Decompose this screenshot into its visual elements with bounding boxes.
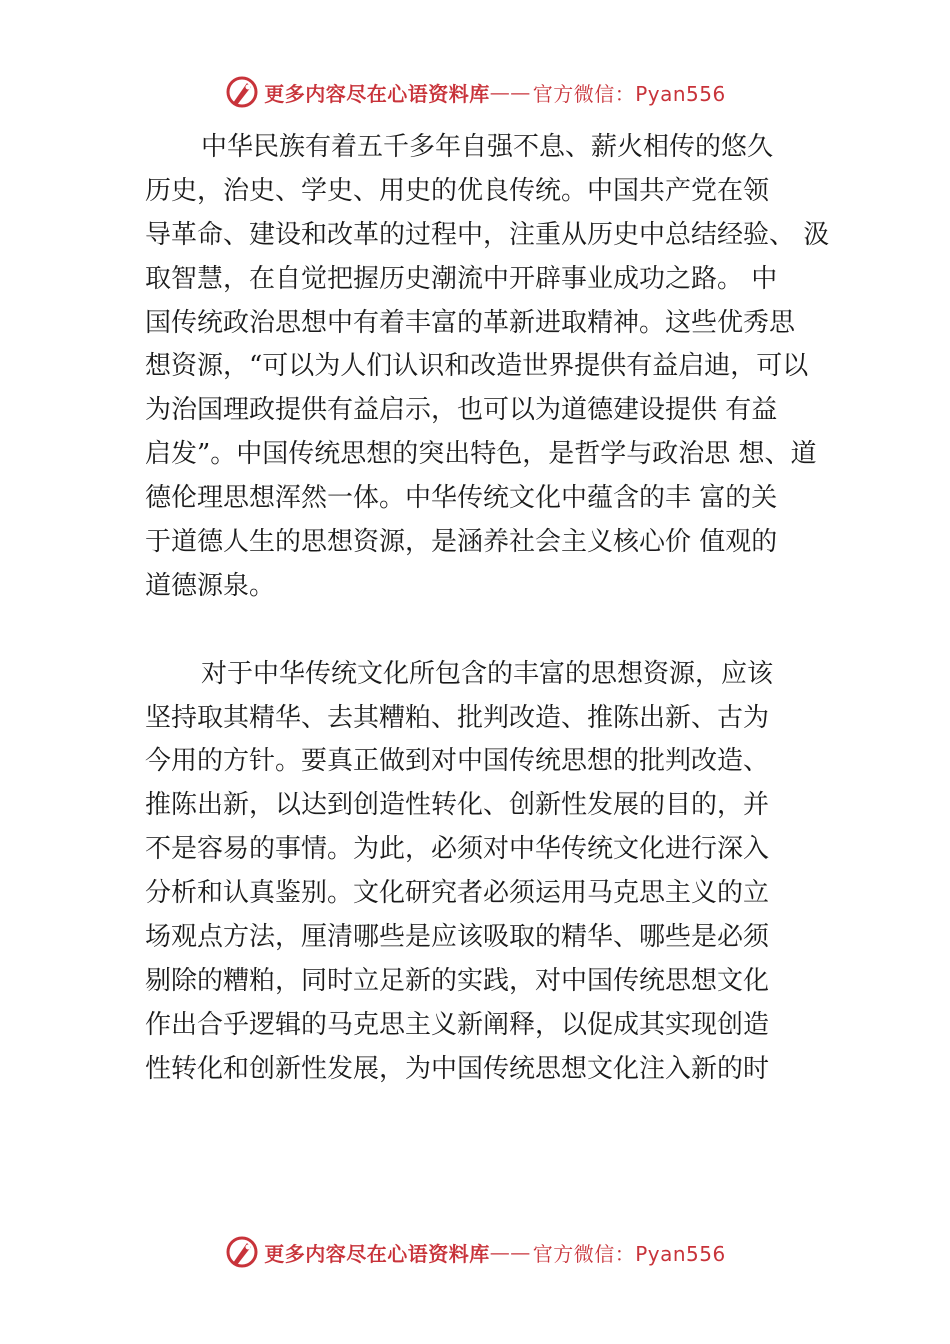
text-line: 国传统政治思想中有着丰富的革新进取精神。这些优秀思 bbox=[145, 307, 796, 338]
text-line: 推陈出新，以达到创造性转化、创新性发展的目的，并 bbox=[145, 790, 770, 821]
text-line: 场观点方法，厘清哪些是应该吸取的精华、哪些是必须 bbox=[145, 922, 770, 953]
text-line: 性转化和创新性发展，为中国传统思想文化注入新的时 bbox=[145, 1053, 770, 1084]
text-line: 作出合乎逻辑的马克思主义新阐释，以促成其实现创造 bbox=[145, 1009, 770, 1040]
text-line: 取智慧，在自觉把握历史潮流中开辟事业成功之路。 中 bbox=[145, 263, 778, 294]
text-line: 于道德人生的思想资源，是涵养社会主义核心价 值观的 bbox=[145, 527, 778, 558]
header-dash: —— bbox=[489, 80, 531, 104]
document-body bbox=[145, 126, 845, 1092]
text-line: 中华民族有着五千多年自强不息、薪火相传的悠久 bbox=[201, 132, 774, 162]
text-line: 今用的方针。要真正做到对中国传统思想的批判改造、 bbox=[145, 746, 770, 777]
footer-brand-text: 更多内容尽在心语资料库 bbox=[264, 1241, 490, 1266]
pen-nib-circle-icon bbox=[224, 1234, 260, 1270]
text-line: 分析和认真鉴别。文化研究者必须运用马克思主义的立 bbox=[145, 878, 770, 909]
paragraph-2 bbox=[145, 653, 845, 1092]
text-line: 对于中华传统文化所包含的丰富的思想资源，应该 bbox=[201, 658, 774, 689]
paragraph-1 bbox=[145, 126, 845, 609]
text-line: 德伦理思想浑然一体。中华传统文化中蕴含的丰 富的关 bbox=[145, 483, 778, 514]
pen-nib-circle-icon bbox=[224, 74, 260, 110]
text-line: 启发”。中国传统思想的突出特色，是哲学与政治思 想、道 bbox=[145, 439, 817, 470]
paragraph-gap bbox=[145, 609, 845, 653]
text-line: 为治国理政提供有益启示，也可以为道德建设提供 有益 bbox=[145, 395, 778, 426]
text-line: 剔除的糟粕，同时立足新的实践，对中国传统思想文化 bbox=[145, 965, 770, 996]
text-line: 不是容易的事情。为此，必须对中华传统文化进行深入 bbox=[145, 834, 770, 865]
header-contact-text: 官方微信：Pyan556 bbox=[532, 81, 726, 106]
text-line: 历史，治史、学史、用史的优良传统。中国共产党在领 bbox=[145, 175, 770, 206]
text-line: 道德源泉。 bbox=[145, 570, 276, 601]
header-watermark bbox=[0, 72, 950, 112]
text-line: 导革命、建设和改革的过程中，注重从历史中总结经验、 汲 bbox=[145, 219, 830, 250]
footer-dash: —— bbox=[489, 1240, 531, 1264]
header-brand-text: 更多内容尽在心语资料库 bbox=[264, 81, 490, 106]
text-line: 坚持取其精华、去其糟粕、批判改造、推陈出新、古为 bbox=[145, 702, 770, 733]
footer-watermark bbox=[0, 1232, 950, 1272]
footer-contact-text: 官方微信：Pyan556 bbox=[532, 1241, 726, 1266]
text-line: 想资源，“可以为人们认识和改造世界提供有益启迪，可以 bbox=[145, 351, 809, 382]
